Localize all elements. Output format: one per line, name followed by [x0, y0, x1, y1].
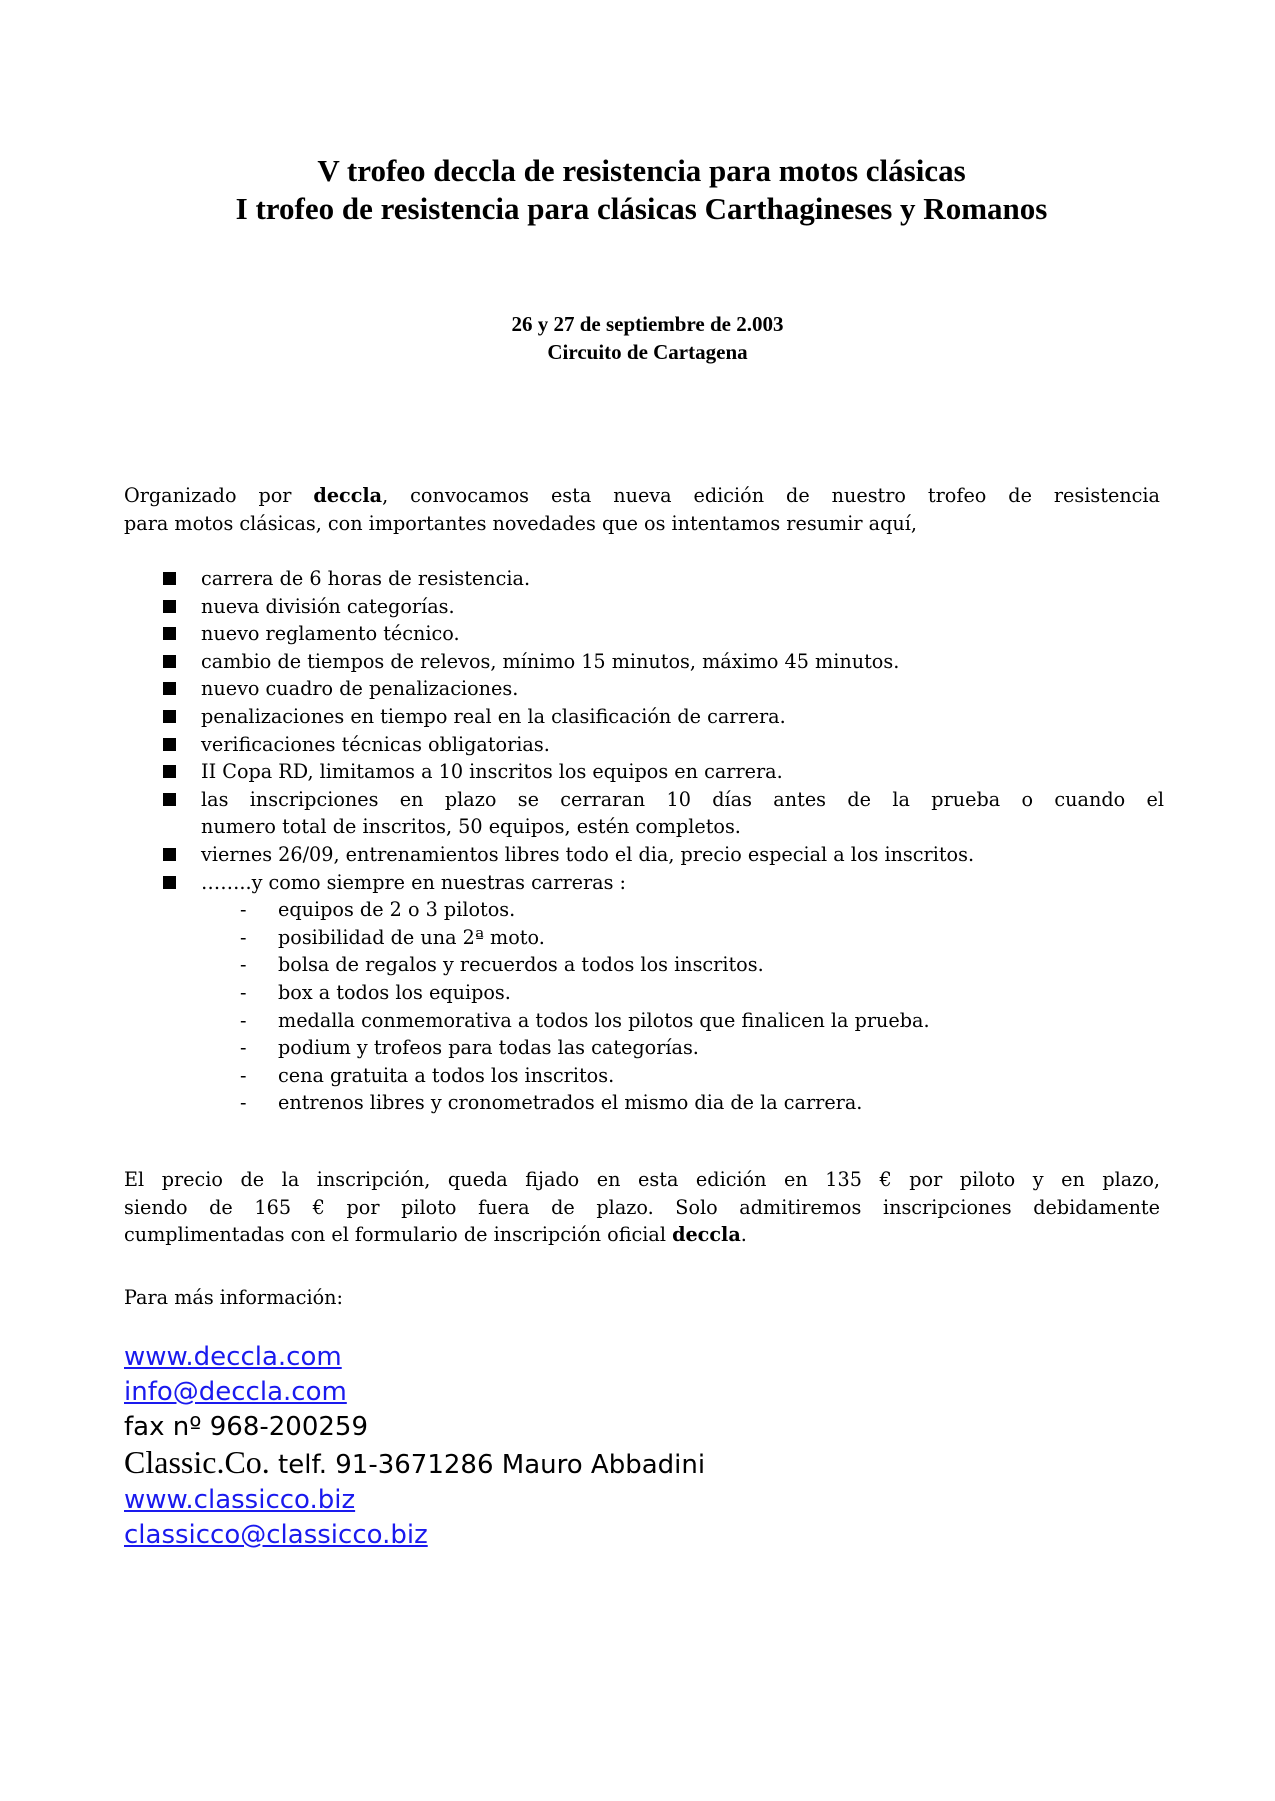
list-item: penalizaciones en tiempo real en la clasificación de carrera. [124, 703, 1164, 731]
square-bullet-icon [163, 682, 176, 695]
price-paragraph: El precio de la inscripción, queda fijado en esta edición en 135 € por piloto y en plazo, siendo de 165 € por piloto fuera de plazo. Solo admitiremos inscripciones debidamente cumplimentadas con el formulario de inscripción oficial deccla. [124, 1168, 1160, 1246]
sub-list-item: - podium y trofeos para todas las categorías. [240, 1036, 699, 1060]
sub-list-item: - entrenos libres y cronometrados el mismo dia de la carrera. [240, 1091, 863, 1115]
square-bullet-icon [163, 600, 176, 613]
square-bullet-icon [163, 627, 176, 640]
square-bullet-icon [163, 793, 176, 806]
sub-list-item: - cena gratuita a todos los inscritos. [240, 1063, 615, 1087]
price-line-1: El precio de la inscripción, queda fijado en esta edición en 135 € por piloto y en plazo, [124, 1168, 1160, 1191]
deccla-email-link[interactable]: info@deccla.com [124, 1377, 347, 1407]
price-line-2: siendo de 165 € por piloto fuera de plazo. Solo admitiremos inscripciones debidamente [124, 1195, 1160, 1219]
list-item: las inscripciones en plazo se cerraran 10 días antes de la prueba o cuando el numero total de inscritos, 50 equipos, estén completos. [124, 786, 1164, 841]
sub-list [124, 896, 1164, 1117]
list-item: nuevo reglamento técnico. [124, 620, 1164, 648]
event-info [0, 310, 1275, 366]
deccla-website-link[interactable]: www.deccla.com [124, 1342, 342, 1372]
sub-list-item: - equipos de 2 o 3 pilotos. [240, 898, 516, 922]
sub-list-item: - bolsa de regalos y recuerdos a todos los inscritos. [240, 953, 764, 977]
intro-prefix: Organizado por [124, 484, 314, 507]
square-bullet-icon [163, 572, 176, 585]
sub-list-item: - medalla conmemorativa a todos los pilotos que finalicen la prueba. [240, 1008, 930, 1032]
sub-list-item: - posibilidad de una 2ª moto. [240, 925, 545, 949]
classic-contact-line [124, 1445, 705, 1483]
intro-line-2: para motos clásicas, con importantes novedades que os intentamos resumir aquí, [124, 511, 917, 535]
square-bullet-icon [163, 765, 176, 778]
list-item: verificaciones técnicas obligatorias. [124, 731, 1164, 759]
sub-list-container [124, 896, 1164, 1117]
list-item: cambio de tiempos de relevos, mínimo 15 minutos, máximo 45 minutos. [124, 648, 1164, 676]
list-item: nueva división categorías. [124, 593, 1164, 621]
event-venue: Circuito de Cartagena [547, 340, 748, 364]
list-item: ……..y como siempre en nuestras carreras : [124, 869, 1164, 897]
square-bullet-icon [163, 876, 176, 889]
price-org: deccla [672, 1223, 741, 1246]
document-title [0, 152, 1275, 228]
list-item: viernes 26/09, entrenamientos libres todo el dia, precio especial a los inscritos. [124, 841, 1164, 869]
square-bullet-icon [163, 655, 176, 668]
classic-phone: telf. 91-3671286 Mauro Abbadini [269, 1450, 706, 1480]
list-item: II Copa RD, limitamos a 10 inscritos los equipos en carrera. [124, 758, 1164, 786]
classicco-website-link[interactable]: www.classicco.biz [124, 1485, 356, 1515]
fax-number: fax nº 968-200259 [124, 1412, 368, 1442]
classicco-email-link[interactable]: classicco@classicco.biz [124, 1520, 428, 1550]
list-item: carrera de 6 horas de resistencia. [124, 565, 1164, 593]
event-date: 26 y 27 de septiembre de 2.003 [511, 312, 784, 336]
intro-org: deccla [313, 484, 383, 507]
classic-co-name: Classic.Co. [124, 1444, 270, 1480]
square-bullet-icon [163, 710, 176, 723]
features-list [124, 565, 1164, 1117]
sub-list-item: - box a todos los equipos. [240, 980, 511, 1004]
title-line-1: V trofeo deccla de resistencia para motos clásicas [317, 153, 966, 188]
contacts-block [124, 1340, 705, 1553]
square-bullet-icon [163, 738, 176, 751]
more-info-label: Para más información: [124, 1286, 343, 1309]
intro-rest: , convocamos esta nueva edición de nuestro trofeo de resistencia [382, 484, 1160, 507]
intro-paragraph [124, 482, 1160, 537]
square-bullet-icon [163, 848, 176, 861]
title-line-2: I trofeo de resistencia para clásicas Carthagineses y Romanos [235, 191, 1048, 226]
list-item: nuevo cuadro de penalizaciones. [124, 675, 1164, 703]
